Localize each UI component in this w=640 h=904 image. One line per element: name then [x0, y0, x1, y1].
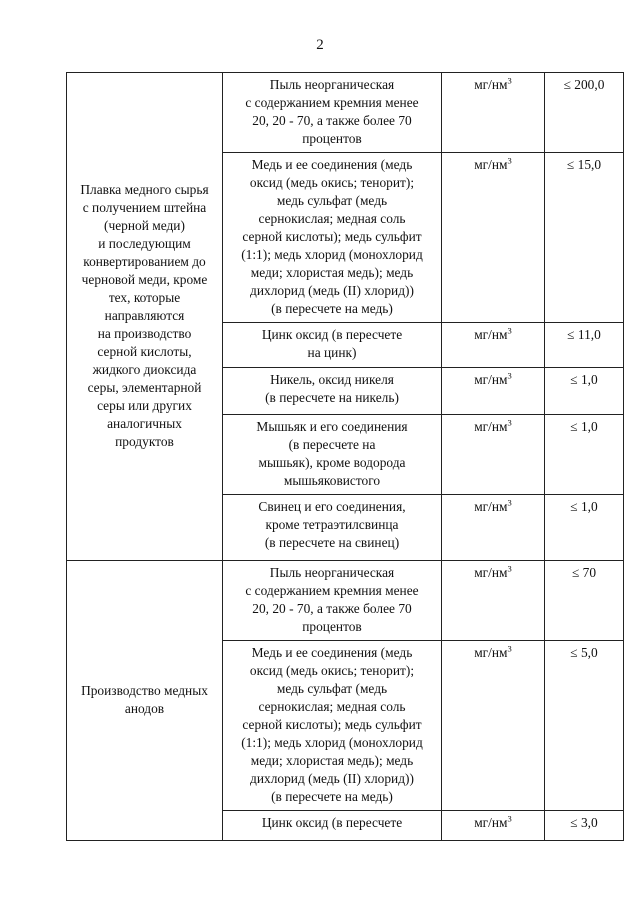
unit-base: мг/нм: [474, 815, 508, 830]
value-cell: ≤ 5,0: [545, 641, 624, 811]
unit-base: мг/нм: [474, 645, 508, 660]
page-number: 2: [316, 37, 324, 53]
unit-base: мг/нм: [474, 419, 508, 434]
value-cell: ≤ 3,0: [545, 811, 624, 841]
unit-cell: [442, 153, 545, 323]
unit-base: мг/нм: [474, 157, 508, 172]
unit-base: мг/нм: [474, 327, 508, 342]
process-cell: Производство медных анодов: [67, 561, 223, 841]
unit-base: мг/нм: [474, 499, 508, 514]
unit-exponent: 3: [507, 417, 512, 428]
table-row: [67, 73, 624, 153]
substance-cell: Никель, оксид никеля (в пересчете на никель): [223, 368, 442, 415]
substance-cell: Мышьяк и его соединения (в пересчете на мышьяк), кроме водорода мышьяковистого: [223, 415, 442, 495]
value-cell: ≤ 1,0: [545, 495, 624, 561]
unit-exponent: 3: [507, 643, 512, 654]
substance-cell: Цинк оксид (в пересчете: [223, 811, 442, 841]
substance-cell: Медь и ее соединения (медь оксид (медь окись; тенорит); медь сульфат (медь сернокислая; медная соль серной кислоты); медь сульфит (1:1); медь хлорид (монохлорид меди; хлористая медь); медь дихлорид (медь (II) хлорид)) (в пересчете на медь): [223, 153, 442, 323]
unit-cell: [442, 73, 545, 153]
unit-cell: [442, 811, 545, 841]
unit-exponent: 3: [507, 813, 512, 824]
unit-cell: [442, 561, 545, 641]
unit-base: мг/нм: [474, 77, 508, 92]
unit-exponent: 3: [507, 155, 512, 166]
substance-cell: Свинец и его соединения, кроме тетраэтилсвинца (в пересчете на свинец): [223, 495, 442, 561]
unit-cell: [442, 495, 545, 561]
value-cell: ≤ 15,0: [545, 153, 624, 323]
unit-exponent: 3: [507, 497, 512, 508]
substance-cell: Медь и ее соединения (медь оксид (медь окись; тенорит); медь сульфат (медь сернокислая; медная соль серной кислоты); медь сульфит (1:1); медь хлорид (монохлорид меди; хлористая медь); медь дихлорид (медь (II) хлорид)) (в пересчете на медь): [223, 641, 442, 811]
unit-exponent: 3: [507, 563, 512, 574]
unit-exponent: 3: [507, 325, 512, 336]
unit-base: мг/нм: [474, 565, 508, 580]
unit-cell: [442, 323, 545, 368]
emission-limits-table: [66, 72, 624, 841]
value-cell: ≤ 70: [545, 561, 624, 641]
value-cell: ≤ 200,0: [545, 73, 624, 153]
unit-cell: [442, 641, 545, 811]
substance-cell: Пыль неорганическая с содержанием кремния менее 20, 20 - 70, а также более 70 процентов: [223, 561, 442, 641]
unit-exponent: 3: [507, 75, 512, 86]
unit-cell: [442, 368, 545, 415]
value-cell: ≤ 11,0: [545, 323, 624, 368]
table-row: [67, 561, 624, 641]
process-cell: Плавка медного сырья с получением штейна (черной меди) и последующим конвертированием до черновой меди, кроме тех, которые направляются на производство серной кислоты, жидкого диоксида серы, элементарной серы или других аналогичных продуктов: [67, 73, 223, 561]
value-cell: ≤ 1,0: [545, 415, 624, 495]
unit-base: мг/нм: [474, 372, 508, 387]
unit-cell: [442, 415, 545, 495]
unit-exponent: 3: [507, 370, 512, 381]
value-cell: ≤ 1,0: [545, 368, 624, 415]
substance-cell: Пыль неорганическая с содержанием кремния менее 20, 20 - 70, а также более 70 процентов: [223, 73, 442, 153]
substance-cell: Цинк оксид (в пересчете на цинк): [223, 323, 442, 368]
